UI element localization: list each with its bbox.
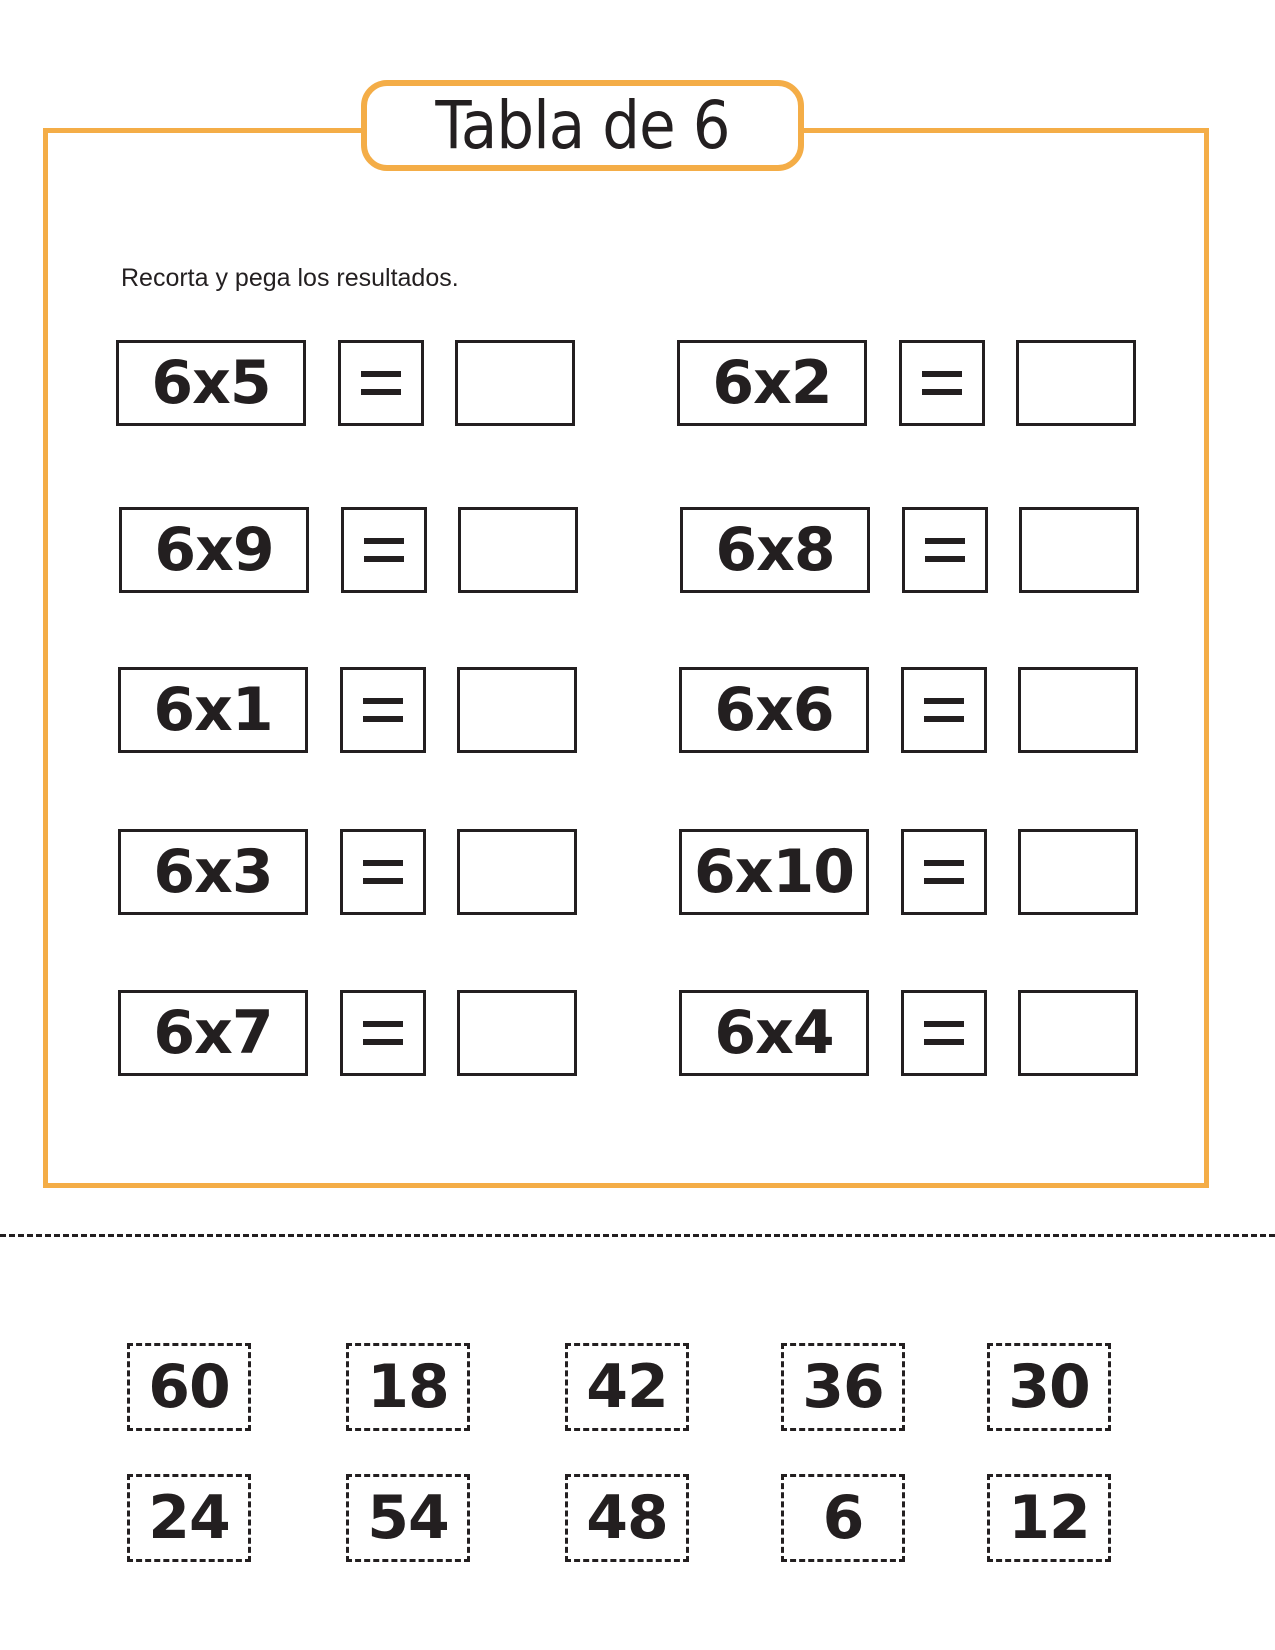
cutout-piece[interactable]: 42: [565, 1343, 689, 1431]
equals-sign: [922, 371, 962, 395]
equals-sign: [363, 1021, 403, 1045]
problem-box: 6x3: [118, 829, 308, 915]
answer-box[interactable]: [455, 340, 575, 426]
equals-sign: [924, 698, 964, 722]
cutout-piece[interactable]: 30: [987, 1343, 1111, 1431]
equals-sign: [364, 538, 404, 562]
equals-sign: [925, 538, 965, 562]
equals-sign: [363, 860, 403, 884]
answer-box[interactable]: [457, 990, 577, 1076]
cut-line: [0, 1234, 1275, 1237]
answer-box[interactable]: [1019, 507, 1139, 593]
answer-box[interactable]: [457, 829, 577, 915]
problem-box: 6x2: [677, 340, 867, 426]
answer-box[interactable]: [1018, 829, 1138, 915]
answer-box[interactable]: [457, 667, 577, 753]
problem-box: 6x4: [679, 990, 869, 1076]
cutout-piece[interactable]: 6: [781, 1474, 905, 1562]
equals-box: [901, 667, 987, 753]
problem-box: 6x9: [119, 507, 309, 593]
answer-box[interactable]: [1018, 667, 1138, 753]
title-banner: [361, 80, 804, 171]
equals-sign: [361, 371, 401, 395]
problem-box: 6x5: [116, 340, 306, 426]
cutout-piece[interactable]: 24: [127, 1474, 251, 1562]
equals-box: [901, 829, 987, 915]
problem-box: 6x1: [118, 667, 308, 753]
equals-box: [340, 990, 426, 1076]
answer-box[interactable]: [458, 507, 578, 593]
cutout-piece[interactable]: 48: [565, 1474, 689, 1562]
instruction-text: Recorta y pega los resultados.: [121, 264, 459, 292]
cutout-piece[interactable]: 36: [781, 1343, 905, 1431]
problem-box: 6x10: [679, 829, 869, 915]
problem-box: 6x8: [680, 507, 870, 593]
cutout-piece[interactable]: 12: [987, 1474, 1111, 1562]
cutout-piece[interactable]: 60: [127, 1343, 251, 1431]
equals-sign: [924, 1021, 964, 1045]
cutout-piece[interactable]: 54: [346, 1474, 470, 1562]
equals-sign: [924, 860, 964, 884]
equals-box: [901, 990, 987, 1076]
cutout-piece[interactable]: 18: [346, 1343, 470, 1431]
equals-box: [902, 507, 988, 593]
equals-sign: [363, 698, 403, 722]
equals-box: [340, 667, 426, 753]
answer-box[interactable]: [1016, 340, 1136, 426]
problem-box: 6x7: [118, 990, 308, 1076]
equals-box: [341, 507, 427, 593]
problem-box: 6x6: [679, 667, 869, 753]
answer-box[interactable]: [1018, 990, 1138, 1076]
equals-box: [340, 829, 426, 915]
equals-box: [338, 340, 424, 426]
equals-box: [899, 340, 985, 426]
page-title: Tabla de 6: [435, 86, 730, 164]
